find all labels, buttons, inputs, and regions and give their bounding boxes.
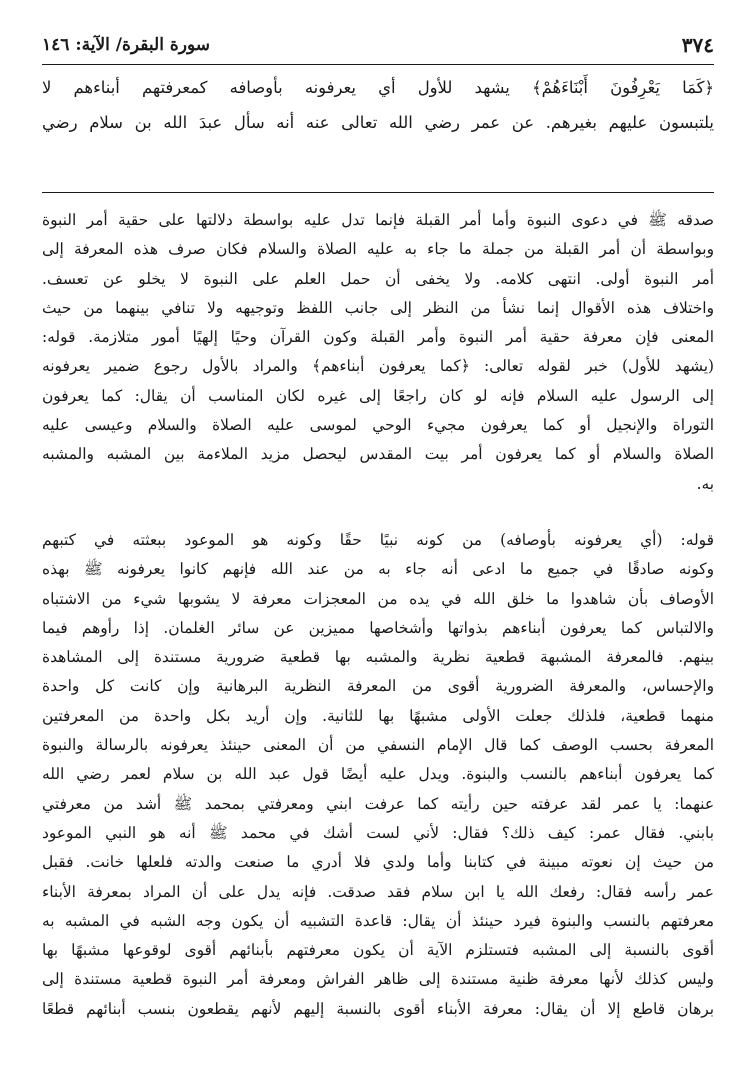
commentary-line: والالتباس كما يعرفون أبناءهم بذواتها وأشخاصها مميزين عن سائر الغلمان. إذا رأوهم فيما	[42, 618, 714, 637]
commentary-section-1	[42, 206, 714, 499]
commentary-line: أقوى بالنسبة إلى المشبه فتستلزم الآية أن يكون معرفتهم بأبنائهم أقوى لوقوعها مشبهًا بها	[42, 941, 714, 960]
commentary-line: كما يعرفون أبناءهم بالنسب والبنوة. ويدل عليه أيضًا قول عبد الله بن سلام لعمر رضي الله	[42, 765, 714, 784]
header-rule	[42, 64, 714, 65]
commentary-line: والإحساس، والمعرفة الضرورية أقوى من المعرفة النظرية البرهانية وإن كانت كل واحدة	[42, 677, 714, 696]
commentary-line: إلى الرسول عليه السلام فإنه لو كان راجعًا إلى غيره لكان المناسب أن يقال: كما يعرفون	[42, 386, 714, 405]
main-text-line: ﴿كَمَا يَعْرِفُونَ أَبْنَاءَهُمْ﴾ يشهد للأول أي يعرفونه بأوصافه كمعرفتهم أبناءهم لا	[42, 78, 714, 97]
commentary-line: صدقه ﷺ في دعوى النبوة وأما أمر القبلة فإنما تدل عليه بواسطة دلالتها على حقية أمر النبوة	[42, 211, 714, 229]
commentary-line: الصلاة والسلام أو كما يعرفون أمر بيت المقدس ليحصل مزيد الملاءمة بين المشبه والمشبه	[42, 445, 714, 464]
commentary-line: معرفتهم بالنسب والبنوة فيرد حينئذ أن يقال: قاعدة التشبيه أن يكون وجه الشبه في المشبه به	[42, 911, 714, 930]
commentary-line: (يشهد للأول) خبر لقوله تعالى: ﴿كما يعرفون أبناءهم﴾ والمراد بالأول رجوع ضمير يعرفونه	[42, 357, 714, 376]
commentary-line: بينهم. فالمعرفة المشبهة قطعية نظرية والمشبه بها قطعية ضرورية مستندة إلى المشاهدة	[42, 648, 714, 667]
commentary-line: المعرفة بحسب الوصف كما قال الإمام النسفي من أن المعنى حينئذ يعرفونه بالرسالة والنبوة	[42, 736, 714, 755]
commentary-line: منهما قطعية، فلذلك جعلت الأولى مشبهًا بها للثانية. وإن أريد بكل واحدة من المعرفتين	[42, 706, 714, 725]
page-number: ٣٧٤	[681, 33, 714, 57]
commentary-line: واختلاف هذه الأقوال إنما نشأ من النظر إلى جانب اللفظ وتوجيهه ولا تنافي بينهما من حيث	[42, 298, 714, 317]
surah-ayah-label: سورة البقرة/ الآية: ١٤٦	[42, 35, 210, 55]
commentary-line: الأوصاف بأن شاهدوا ما خلق الله في يده من المعجزات معرفة لا يشوبها شيء من الاشتباه	[42, 589, 714, 608]
commentary-line: وليس كذلك لأنها معرفة ظنية مستندة إلى ظاهر الفراش ومعرفة أمر النبوة قطعية مستندة إلى	[42, 970, 714, 989]
page-header	[42, 30, 714, 60]
commentary-line: عنهما: يا عمر لقد عرفته حين رأيته كما عرفت ابني ومعرفتي بمحمد ﷺ أشد من معرفتي	[42, 794, 714, 813]
commentary-line: من حيث إن نعوته مبينة في كتابنا وأما ولدي فلا أدري ما صنعت والدته فلعلها خانت. فقبل	[42, 853, 714, 872]
commentary-line: التوراة والإنجيل أو كما يعرفون مجيء الوحي لموسى عليه الصلاة والسلام وعيسى عليه	[42, 416, 714, 435]
commentary-line: قوله: (أي يعرفونه بأوصافه) من كونه نبيًا حقًا وكونه هو الموعود ببعثته في كتبهم	[42, 531, 714, 549]
commentary-line: المعنى فإن معرفة حقية أمر النبوة وأمر القبلة وكون القرآن وحيًا إلهيًا أمور متلازمة. قوله:	[42, 328, 714, 347]
main-text-line: يلتبسون عليهم بغيرهم. عن عمر رضي الله تعالى عنه أنه سأل عبدَ الله بن سلام رضي	[42, 113, 714, 132]
commentary-line: برهان قاطع إلا أن يقال: معرفة الأبناء أقوى بالنسبة إليهم لأنهم يقطعون بنسب أبنائهم قطعًا	[42, 999, 714, 1018]
commentary-line: عمر رأسه فقال: رفعك الله يا ابن سلام فقد صدقت. فإنه يدل على أن المراد بمعرفة الأبناء	[42, 882, 714, 901]
commentary-line: وبواسطة أن أمر القبلة من جملة ما جاء به عليه الصلاة والسلام فكان صرف هذه المعرفة إلى	[42, 240, 714, 259]
main-text	[42, 70, 714, 178]
commentary-line: بابني. فقال عمر: كيف ذلك؟ فقال: لأني لست أشك في محمد ﷺ أنه هو النبي الموعود	[42, 823, 714, 842]
main-text-rule	[42, 192, 714, 193]
commentary-line: وكونه صادقًا في جميع ما ادعى أنه جاء به من عند الله فإنهم كانوا يعرفونه ﷺ بهذه	[42, 560, 714, 579]
commentary-line: به.	[696, 474, 714, 493]
commentary-section-2	[42, 526, 714, 1024]
commentary-line: أمر النبوة أولى. انتهى كلامه. ولا يخفى أن حمل العلم على النبوة لا يخلو عن تعسف.	[42, 269, 714, 288]
